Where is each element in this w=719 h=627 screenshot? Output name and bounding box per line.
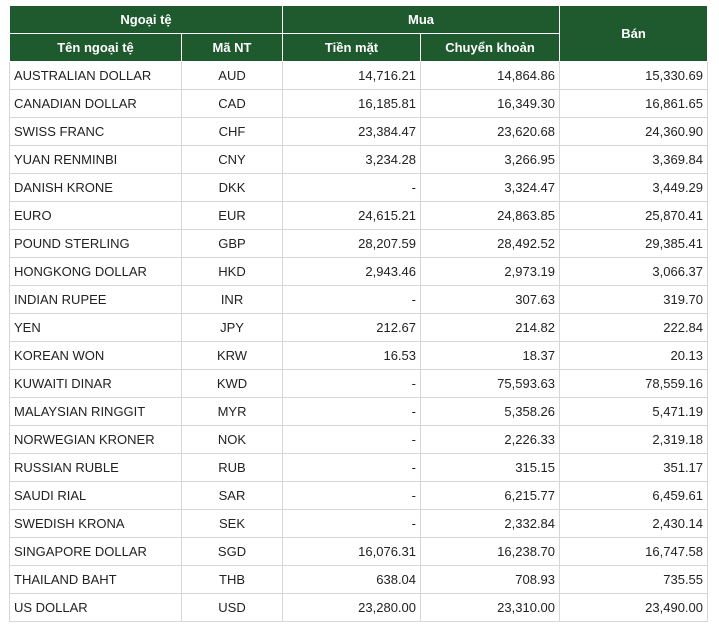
transfer-rate-cell: 3,324.47	[421, 174, 560, 202]
table-row	[10, 230, 708, 258]
cash-rate-cell: 28,207.59	[283, 230, 421, 258]
currency-name-cell: INDIAN RUPEE	[10, 286, 182, 314]
header-cash: Tiền mặt	[283, 34, 421, 62]
currency-code-cell: USD	[182, 594, 283, 622]
transfer-rate-cell: 3,266.95	[421, 146, 560, 174]
currency-code-cell: CHF	[182, 118, 283, 146]
currency-code-cell: SGD	[182, 538, 283, 566]
currency-code-cell: SEK	[182, 510, 283, 538]
table-row	[10, 174, 708, 202]
sell-rate-cell: 2,430.14	[560, 510, 708, 538]
transfer-rate-cell: 6,215.77	[421, 482, 560, 510]
table-body	[10, 62, 708, 622]
transfer-rate-cell: 2,332.84	[421, 510, 560, 538]
cash-rate-cell: 23,384.47	[283, 118, 421, 146]
transfer-rate-cell: 24,863.85	[421, 202, 560, 230]
currency-name-cell: NORWEGIAN KRONER	[10, 426, 182, 454]
table-row	[10, 146, 708, 174]
currency-name-cell: YUAN RENMINBI	[10, 146, 182, 174]
table-row	[10, 314, 708, 342]
currency-name-cell: KUWAITI DINAR	[10, 370, 182, 398]
currency-code-cell: THB	[182, 566, 283, 594]
cash-rate-cell: -	[283, 454, 421, 482]
table-row	[10, 482, 708, 510]
sell-rate-cell: 5,471.19	[560, 398, 708, 426]
currency-name-cell: US DOLLAR	[10, 594, 182, 622]
sell-rate-cell: 23,490.00	[560, 594, 708, 622]
table-header	[10, 6, 708, 62]
cash-rate-cell: 23,280.00	[283, 594, 421, 622]
currency-code-cell: RUB	[182, 454, 283, 482]
header-currency-code: Mã NT	[182, 34, 283, 62]
sell-rate-cell: 3,369.84	[560, 146, 708, 174]
currency-name-cell: SWEDISH KRONA	[10, 510, 182, 538]
exchange-rate-table-container	[9, 5, 707, 622]
transfer-rate-cell: 14,864.86	[421, 62, 560, 90]
transfer-rate-cell: 214.82	[421, 314, 560, 342]
transfer-rate-cell: 315.15	[421, 454, 560, 482]
currency-code-cell: KRW	[182, 342, 283, 370]
currency-name-cell: MALAYSIAN RINGGIT	[10, 398, 182, 426]
table-row	[10, 258, 708, 286]
cash-rate-cell: -	[283, 174, 421, 202]
currency-name-cell: DANISH KRONE	[10, 174, 182, 202]
sell-rate-cell: 319.70	[560, 286, 708, 314]
table-row	[10, 566, 708, 594]
cash-rate-cell: -	[283, 426, 421, 454]
sell-rate-cell: 3,449.29	[560, 174, 708, 202]
sell-rate-cell: 16,747.58	[560, 538, 708, 566]
currency-code-cell: DKK	[182, 174, 283, 202]
table-row	[10, 118, 708, 146]
currency-code-cell: KWD	[182, 370, 283, 398]
table-row	[10, 286, 708, 314]
table-row	[10, 454, 708, 482]
cash-rate-cell: -	[283, 510, 421, 538]
cash-rate-cell: -	[283, 482, 421, 510]
cash-rate-cell: 3,234.28	[283, 146, 421, 174]
currency-code-cell: EUR	[182, 202, 283, 230]
currency-name-cell: SWISS FRANC	[10, 118, 182, 146]
header-sell: Bán	[560, 6, 708, 62]
currency-name-cell: SAUDI RIAL	[10, 482, 182, 510]
cash-rate-cell: 14,716.21	[283, 62, 421, 90]
sell-rate-cell: 15,330.69	[560, 62, 708, 90]
currency-name-cell: POUND STERLING	[10, 230, 182, 258]
sell-rate-cell: 25,870.41	[560, 202, 708, 230]
currency-name-cell: THAILAND BAHT	[10, 566, 182, 594]
cash-rate-cell: -	[283, 398, 421, 426]
currency-code-cell: JPY	[182, 314, 283, 342]
currency-code-cell: MYR	[182, 398, 283, 426]
sell-rate-cell: 3,066.37	[560, 258, 708, 286]
transfer-rate-cell: 5,358.26	[421, 398, 560, 426]
cash-rate-cell: 16,076.31	[283, 538, 421, 566]
table-row	[10, 594, 708, 622]
currency-code-cell: INR	[182, 286, 283, 314]
sell-rate-cell: 78,559.16	[560, 370, 708, 398]
table-row	[10, 370, 708, 398]
header-currency-group: Ngoại tệ	[10, 6, 283, 34]
header-buy-group: Mua	[283, 6, 560, 34]
transfer-rate-cell: 708.93	[421, 566, 560, 594]
table-row	[10, 90, 708, 118]
cash-rate-cell: -	[283, 286, 421, 314]
currency-code-cell: SAR	[182, 482, 283, 510]
sell-rate-cell: 2,319.18	[560, 426, 708, 454]
exchange-rate-table	[9, 5, 708, 622]
table-row	[10, 202, 708, 230]
currency-name-cell: SINGAPORE DOLLAR	[10, 538, 182, 566]
transfer-rate-cell: 23,620.68	[421, 118, 560, 146]
sell-rate-cell: 24,360.90	[560, 118, 708, 146]
cash-rate-cell: 16,185.81	[283, 90, 421, 118]
currency-name-cell: RUSSIAN RUBLE	[10, 454, 182, 482]
sell-rate-cell: 16,861.65	[560, 90, 708, 118]
currency-name-cell: EURO	[10, 202, 182, 230]
currency-name-cell: YEN	[10, 314, 182, 342]
transfer-rate-cell: 23,310.00	[421, 594, 560, 622]
sell-rate-cell: 222.84	[560, 314, 708, 342]
header-currency-name: Tên ngoại tệ	[10, 34, 182, 62]
header-row-groups	[10, 6, 708, 34]
transfer-rate-cell: 2,973.19	[421, 258, 560, 286]
cash-rate-cell: 638.04	[283, 566, 421, 594]
currency-name-cell: AUSTRALIAN DOLLAR	[10, 62, 182, 90]
currency-code-cell: GBP	[182, 230, 283, 258]
transfer-rate-cell: 2,226.33	[421, 426, 560, 454]
sell-rate-cell: 735.55	[560, 566, 708, 594]
transfer-rate-cell: 75,593.63	[421, 370, 560, 398]
sell-rate-cell: 351.17	[560, 454, 708, 482]
cash-rate-cell: 16.53	[283, 342, 421, 370]
transfer-rate-cell: 307.63	[421, 286, 560, 314]
table-row	[10, 426, 708, 454]
currency-name-cell: HONGKONG DOLLAR	[10, 258, 182, 286]
table-row	[10, 398, 708, 426]
sell-rate-cell: 29,385.41	[560, 230, 708, 258]
table-row	[10, 342, 708, 370]
currency-name-cell: CANADIAN DOLLAR	[10, 90, 182, 118]
cash-rate-cell: 2,943.46	[283, 258, 421, 286]
cash-rate-cell: 24,615.21	[283, 202, 421, 230]
currency-code-cell: AUD	[182, 62, 283, 90]
transfer-rate-cell: 18.37	[421, 342, 560, 370]
currency-name-cell: KOREAN WON	[10, 342, 182, 370]
sell-rate-cell: 20.13	[560, 342, 708, 370]
sell-rate-cell: 6,459.61	[560, 482, 708, 510]
currency-code-cell: NOK	[182, 426, 283, 454]
transfer-rate-cell: 28,492.52	[421, 230, 560, 258]
currency-code-cell: HKD	[182, 258, 283, 286]
table-row	[10, 538, 708, 566]
table-row	[10, 62, 708, 90]
currency-code-cell: CAD	[182, 90, 283, 118]
transfer-rate-cell: 16,349.30	[421, 90, 560, 118]
header-transfer: Chuyển khoản	[421, 34, 560, 62]
transfer-rate-cell: 16,238.70	[421, 538, 560, 566]
cash-rate-cell: -	[283, 370, 421, 398]
cash-rate-cell: 212.67	[283, 314, 421, 342]
currency-code-cell: CNY	[182, 146, 283, 174]
table-row	[10, 510, 708, 538]
